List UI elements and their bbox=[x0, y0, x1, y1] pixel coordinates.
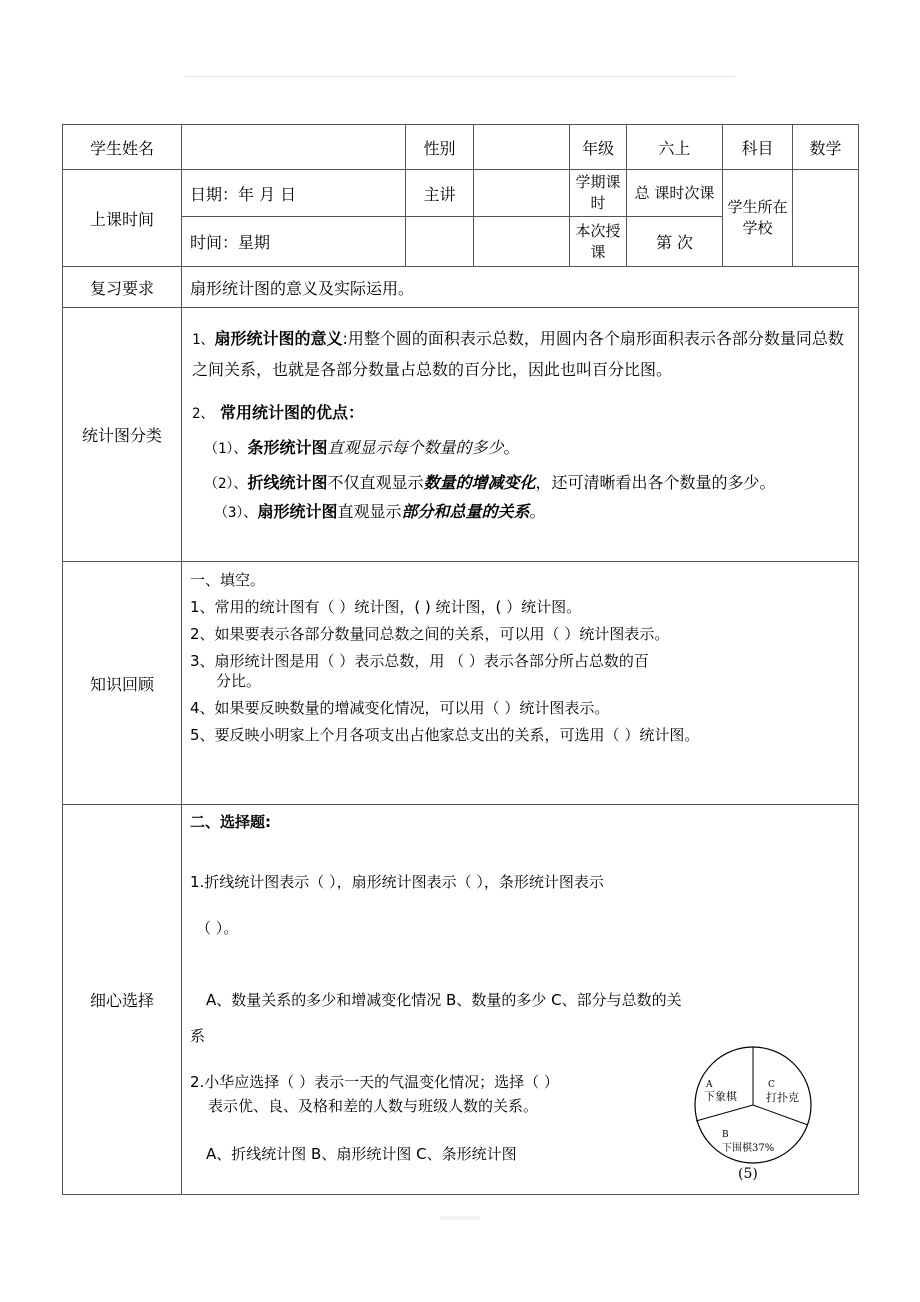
advantage-item-bar: （1）、条形统计图直观显示每个数量的多少。 bbox=[204, 438, 520, 457]
page-header-line bbox=[185, 76, 735, 77]
row-review bbox=[63, 267, 859, 308]
choice-question-1: 1.折线统计图表示（ ），扇形统计图表示（ ），条形统计图表示 bbox=[190, 873, 604, 891]
row-classification bbox=[63, 308, 859, 562]
pie-slice-b-letter: B bbox=[722, 1130, 729, 1140]
pie-chart bbox=[688, 1045, 818, 1181]
choice-heading: 二、选择题: bbox=[190, 813, 271, 831]
fill-heading: 一、填空。 bbox=[190, 571, 266, 589]
choice-options-1-cont: 系 bbox=[190, 1027, 206, 1045]
review-label: 复习要求 bbox=[63, 267, 182, 308]
grade-value: 六上 bbox=[627, 125, 723, 170]
fill-question-5: 5、要反映小明家上个月各项支出占他家总支出的关系，可选用（ ）统计图。 bbox=[190, 726, 700, 744]
choice-question-1-cont: （ ）。 bbox=[196, 919, 239, 937]
classification-label: 统计图分类 bbox=[63, 308, 182, 562]
lesson-plan-table bbox=[62, 124, 859, 1195]
pie-slice-a-label: 下象棋 bbox=[704, 1090, 737, 1103]
choice-question-2: 2.小华应选择（ ）表示一天的气温变化情况；选择（ ） bbox=[190, 1073, 559, 1091]
grade-label: 年级 bbox=[570, 125, 627, 170]
school-label: 学生所在学校 bbox=[723, 170, 793, 267]
row-choice bbox=[63, 805, 859, 1195]
fill-question-4: 4、如果要反映数量的增减变化情况，可以用（ ）统计图表示。 bbox=[190, 699, 610, 717]
date-field: 日期：年 月 日 bbox=[182, 170, 406, 217]
advantage-item-line: （2）、折线统计图不仅直观显示数量的增减变化，还可清晰看出各个数量的多少。 bbox=[204, 473, 776, 492]
lesson-number-field: 第 次 bbox=[627, 217, 723, 267]
subject-label: 科目 bbox=[723, 125, 793, 170]
choice-question-2-cont: 表示优、良、及格和差的人数与班级人数的关系。 bbox=[208, 1097, 539, 1115]
knowledge-label: 知识回顾 bbox=[63, 562, 182, 805]
pie-slice-b-label: 下围棋37% bbox=[722, 1143, 775, 1154]
term-hours-label: 学期课时 bbox=[570, 170, 627, 217]
lecturer-label: 主讲 bbox=[406, 170, 474, 217]
knowledge-content bbox=[182, 562, 859, 805]
definition-title: 扇形统计图的意义 bbox=[214, 329, 343, 348]
student-name-label: 学生姓名 bbox=[63, 125, 182, 170]
time-extra-2 bbox=[474, 217, 570, 267]
row-student-info bbox=[63, 125, 859, 170]
definition-paragraph: 1、扇形统计图的意义:用整个圆的面积表示总数，用圆内各个扇形面积表示各部分数量同总数之间关系，也就是各部分数量占总数的百分比，因此也叫百分比图。 bbox=[192, 329, 844, 379]
advantage-item-pie: （3）、扇形统计图直观显示部分和总量的关系。 bbox=[214, 502, 546, 521]
total-hours-field: 总 课时次课 bbox=[627, 170, 723, 217]
gender-label: 性别 bbox=[406, 125, 474, 170]
time-field: 时间：星期 bbox=[182, 217, 406, 267]
review-text: 扇形统计图的意义及实际运用。 bbox=[182, 267, 859, 308]
fill-question-2: 2、如果要表示各部分数量同总数之间的关系，可以用（ ）统计图表示。 bbox=[190, 625, 670, 643]
pie-caption: (5) bbox=[738, 1166, 758, 1181]
subject-value: 数学 bbox=[793, 125, 859, 170]
classification-content bbox=[182, 308, 859, 562]
this-lesson-label: 本次授课 bbox=[570, 217, 627, 267]
time-extra-1 bbox=[406, 217, 474, 267]
gender-value[interactable] bbox=[474, 125, 570, 170]
student-name-value[interactable] bbox=[182, 125, 406, 170]
choice-options-2: A、折线统计图 B、扇形统计图 C、条形统计图 bbox=[206, 1145, 517, 1163]
footer-mark bbox=[440, 1216, 480, 1220]
pie-slice-a-letter: A bbox=[706, 1080, 713, 1090]
choice-options-1: A、数量关系的多少和增减变化情况 B、数量的多少 C、部分与总数的关 bbox=[206, 991, 682, 1009]
school-value[interactable] bbox=[793, 170, 859, 267]
pie-slice-c-letter: C bbox=[768, 1080, 775, 1090]
choice-label: 细心选择 bbox=[63, 805, 182, 1195]
advantages-heading: 2、 常用统计图的优点： bbox=[192, 403, 365, 422]
pie-slice-c-label: 打扑克 bbox=[766, 1091, 799, 1104]
fill-question-3-cont: 分比。 bbox=[216, 672, 262, 690]
row-knowledge bbox=[63, 562, 859, 805]
lecturer-value[interactable] bbox=[474, 170, 570, 217]
choice-content bbox=[182, 805, 859, 1195]
fill-question-1: 1、常用的统计图有（ ）统计图，( ) 统计图，( ）统计图。 bbox=[190, 598, 582, 616]
definition-text: :用整个圆的面积表示总数，用圆内各个扇形面积表示各部分数量同总数之间关系，也就是各部分数量占总数的百分比，因此也叫百分比图。 bbox=[192, 329, 844, 379]
fill-question-3: 3、扇形统计图是用（ ）表示总数，用 （ ）表示各部分所占总数的百 bbox=[190, 652, 649, 670]
row-date bbox=[63, 170, 859, 217]
class-time-label: 上课时间 bbox=[63, 170, 182, 267]
